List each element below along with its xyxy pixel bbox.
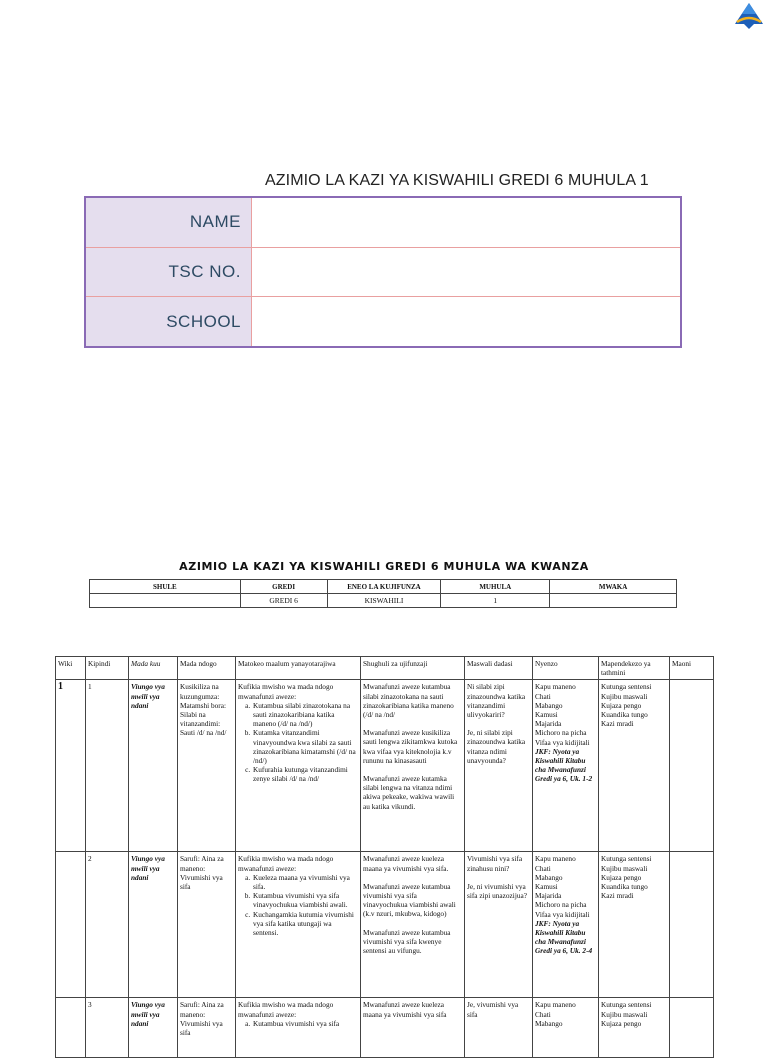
table-row [56, 852, 714, 998]
tathmini-cell [599, 852, 670, 998]
header-shughuli: Shughuli za ujifunzaji [361, 657, 465, 680]
wiki-cell [56, 998, 86, 1058]
mada-kuu-cell: Viungo vya mwili vya ndani [129, 852, 178, 998]
document-title: AZIMIO LA KAZI YA KISWAHILI GREDI 6 MUHULA 1 [265, 172, 649, 189]
matokeo-intro: Kufikia mwisho wa mada ndogo mwanafunzi aweze: [238, 854, 334, 873]
list-item: Majarida [535, 719, 562, 729]
matokeo-cell [236, 998, 361, 1058]
mada-ndogo-cell: Sarufi: Aina za maneno: Vivumishi vya sifa [178, 852, 236, 998]
list-item: Je, ni silabi zipi zinazoundwa katika vitanza ndimi unavyounda? [467, 728, 526, 765]
table-row [56, 998, 714, 1058]
header-eneo: ENEO LA KUJIFUNZA [327, 580, 441, 594]
value-mwaka [550, 594, 677, 608]
matokeo-intro: Kufikia mwisho wa mada ndogo mwanafunzi aweze: [238, 682, 334, 701]
list-item: Mabango [535, 1018, 563, 1028]
list-item: Kujaza pengo [601, 1018, 642, 1028]
school-row [86, 297, 680, 346]
list-item: Mwanafunzi aweze kutambua vivumishi vya sifa vinavyochukua viambishi awali (k.v nzuri, mkubwa, kidogo) [363, 881, 456, 919]
list-item: Michoro na picha [535, 728, 587, 738]
header-muhula: MUHULA [441, 580, 550, 594]
list-item: a. Kueleza maana ya vivumishi vya sifa. [252, 873, 358, 891]
list-item: Mwanafunzi aweze kutambua vivumishi vya sifa kwenye sentensi au vifungu. [363, 927, 451, 956]
mada-ndogo-cell: Kusikiliza na kuzungumza: Matamshi bora: Silabi na vitanzandimi: Sauti /d/ na /nd/ [178, 680, 236, 852]
list-item: Kapu maneno [535, 1000, 576, 1010]
list-item: c. Kuchangamkia kutumia vivumishi vya sifa katika utungaji wa sentensi. [252, 910, 358, 938]
matokeo-intro: Kufikia mwisho wa mada ndogo mwanafunzi aweze: [238, 1000, 334, 1019]
list-item: c. Kufurahia kutunga vitanzandimi zenye silabi /d/ na /nd/ [252, 765, 358, 783]
value-gredi: GREDI 6 [240, 594, 327, 608]
list-item: Kamusi [535, 882, 558, 892]
nyenzo-cell [533, 680, 599, 852]
shughuli-cell [361, 998, 465, 1058]
list-item: Kapu maneno [535, 854, 576, 864]
list-item: Kutunga sentensi [601, 1000, 652, 1010]
header-maoni: Maoni [670, 657, 714, 680]
info-value-row [90, 594, 677, 608]
header-kipindi: Kipindi [86, 657, 129, 680]
school-label: SCHOOL [86, 297, 252, 346]
tsc-no-row [86, 248, 680, 298]
nyenzo-cell [533, 852, 599, 998]
list-item: Je, ni vivumishi vya sifa zipi unazozijua? [467, 881, 527, 901]
maswali-cell [465, 998, 533, 1058]
list-item: Vivumishi vya sifa zinahusu nini? [467, 854, 523, 873]
book-reference: JKF: Nyota ya Kiswahili Kitabu cha Mwanafunzi Gredi ya 6, Uk. 2-4 [535, 918, 593, 956]
maoni-cell [670, 680, 714, 852]
list-item: Kazi mradi [601, 891, 634, 901]
tsc-no-label: TSC NO. [86, 248, 252, 297]
name-field[interactable] [252, 198, 680, 247]
kipindi-cell: 3 [86, 998, 129, 1058]
list-item: Mabango [535, 700, 563, 710]
list-item: Mabango [535, 872, 563, 882]
list-item: Majarida [535, 891, 562, 901]
scheme-header-row [56, 657, 714, 680]
header-maswali: Maswali dadasi [465, 657, 533, 680]
list-item: Kazi mradi [601, 719, 634, 729]
tathmini-cell [599, 680, 670, 852]
value-shule [90, 594, 241, 608]
wiki-cell: 1 [56, 680, 86, 852]
tsc-no-field[interactable] [252, 248, 680, 297]
list-item: Kujibu maswali [601, 863, 648, 873]
list-item: Kuandika tungo [601, 882, 648, 892]
header-mada-kuu: Mada kuu [129, 657, 178, 680]
header-mwaka: MWAKA [550, 580, 677, 594]
header-gredi: GREDI [240, 580, 327, 594]
list-item: Kapu maneno [535, 682, 576, 692]
maswali-cell [465, 680, 533, 852]
pyramid-logo-icon [734, 2, 764, 30]
list-item: Mwanafunzi aweze kusikiliza sauti lengwa zikitamkwa kutoka kwa vifaa vya kiteknolojia k.v rununu na kinasasauti [363, 728, 458, 765]
list-item: Mwanafunzi aweze kutamka silabi lengwa na vitanza ndimi akiwa pekeake, wakiwa wawili au katika vikundi. [363, 774, 455, 811]
table-row [56, 680, 714, 852]
tathmini-cell [599, 998, 670, 1058]
book-reference: JKF: Nyota ya Kiswahili Kitabu cha Mwanafunzi Gredi ya 6, Uk. 1-2 [535, 746, 593, 784]
list-item: a. Kutambua silabi zinazotokana na sauti zinazokaribiana katika maneno (/d/ na /nd/) [252, 701, 358, 729]
list-item: Kujibu maswali [601, 691, 648, 701]
kipindi-cell: 1 [86, 680, 129, 852]
list-item: Ni silabi zipi zinazoundwa katika vitanzandimi ulivyokariri? [467, 682, 526, 720]
maoni-cell [670, 998, 714, 1058]
value-muhula: 1 [441, 594, 550, 608]
list-item: Kujaza pengo [601, 872, 642, 882]
list-item: Kutunga sentensi [601, 854, 652, 864]
nyenzo-cell [533, 998, 599, 1058]
value-eneo: KISWAHILI [327, 594, 441, 608]
name-label: NAME [86, 198, 252, 247]
info-table [89, 579, 677, 608]
wiki-cell [56, 852, 86, 998]
list-item: Chati [535, 691, 551, 701]
list-item: Vifaa vya kidijitali [535, 909, 590, 919]
header-shule: SHULE [90, 580, 241, 594]
list-item: Kamusi [535, 710, 558, 720]
list-item: Chati [535, 863, 551, 873]
maoni-cell [670, 852, 714, 998]
mada-kuu-cell: Viungo vya mwili vya ndani [129, 998, 178, 1058]
list-item: Je, vivumishi vya sifa [467, 1000, 519, 1019]
list-item: b. Kutambua vivumishi vya sifa vinavyochukua viambishi awali. [252, 891, 358, 909]
name-row [86, 198, 680, 248]
list-item: Kujibu maswali [601, 1009, 648, 1019]
shughuli-cell [361, 680, 465, 852]
header-matokeo: Matokeo maalum yanayotarajiwa [236, 657, 361, 680]
shughuli-cell [361, 852, 465, 998]
header-tathmini: Mapendekezo ya tathmini [599, 657, 670, 680]
header-wiki: Wiki [56, 657, 86, 680]
scheme-title: AZIMIO LA KAZI YA KISWAHILI GREDI 6 MUHULA WA KWANZA [179, 560, 589, 573]
list-item: Chati [535, 1009, 551, 1019]
list-item: Kuandika tungo [601, 710, 648, 720]
list-item: Michoro na picha [535, 900, 587, 910]
list-item: Mwanafunzi aweze kueleza maana ya vivumishi vya sifa. [363, 854, 449, 873]
list-item: Vifaa vya kidijitali [535, 737, 590, 747]
kipindi-cell: 2 [86, 852, 129, 998]
info-header-row [90, 580, 677, 594]
school-field[interactable] [252, 297, 680, 346]
list-item: b. Kutamka vitanzandimi vinavyoundwa kwa silabi za sauti zinazokaribiana kimatamshi (/d/ na /nd/) [252, 728, 358, 765]
maswali-cell [465, 852, 533, 998]
matokeo-cell [236, 680, 361, 852]
header-mada-ndogo: Mada ndogo [178, 657, 236, 680]
teacher-details-box [84, 196, 682, 348]
list-item: Kutunga sentensi [601, 682, 652, 692]
list-item: Mwanafunzi aweze kueleza maana ya vivumishi vya sifa [363, 1000, 447, 1019]
mada-ndogo-cell: Sarufi: Aina za maneno: Vivumishi vya sifa [178, 998, 236, 1058]
scheme-table [55, 656, 714, 1058]
header-nyenzo: Nyenzo [533, 657, 599, 680]
list-item: Mwanafunzi aweze kutambua silabi zinazotokana na sauti zinazokaribiana katika maneno (/d/ na /nd/ [363, 682, 454, 720]
list-item: a. Kutambua vivumishi vya sifa [252, 1019, 358, 1028]
mada-kuu-cell: Viungo vya mwili vya ndani [129, 680, 178, 852]
list-item: Kujaza pengo [601, 700, 642, 710]
matokeo-cell [236, 852, 361, 998]
